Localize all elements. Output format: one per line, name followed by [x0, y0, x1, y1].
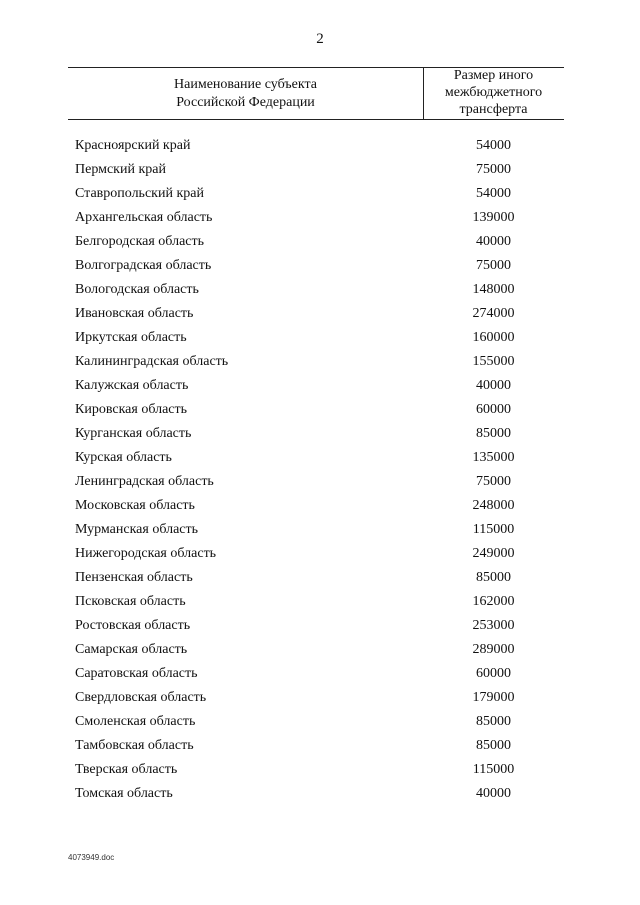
- subject-name: Мурманская область: [75, 522, 199, 537]
- transfer-amount: 75000: [476, 474, 511, 489]
- table-row: [0, 302, 640, 326]
- subject-name: Калужская область: [75, 378, 189, 393]
- transfer-amount: 179000: [472, 690, 515, 705]
- subject-name: Пермский край: [75, 162, 166, 177]
- document-code: 4073949.doc: [68, 853, 115, 862]
- subject-name: Тверская область: [75, 762, 178, 777]
- subject-name: Курганская область: [75, 426, 192, 441]
- transfer-amount: 60000: [476, 402, 511, 417]
- subject-name: Ростовская область: [75, 618, 191, 633]
- subject-name: Свердловская область: [75, 690, 207, 705]
- table-row: [0, 446, 640, 470]
- transfer-amount: 162000: [472, 594, 515, 609]
- transfer-amount: 75000: [476, 258, 511, 273]
- table-body: [0, 134, 640, 806]
- transfer-amount: 248000: [472, 498, 515, 513]
- table-row: [0, 710, 640, 734]
- table-row: [0, 158, 640, 182]
- subject-name: Московская область: [75, 498, 195, 513]
- table-row: [0, 326, 640, 350]
- subject-name: Красноярский край: [75, 138, 191, 153]
- table-row: [0, 230, 640, 254]
- table-row: [0, 470, 640, 494]
- table-row: [0, 278, 640, 302]
- column-header-transfer-size: [423, 67, 564, 118]
- transfer-amount: 40000: [476, 378, 511, 393]
- subject-name: Калининградская область: [75, 354, 229, 369]
- transfer-amount: 249000: [472, 546, 515, 561]
- subject-name: Иркутская область: [75, 330, 187, 345]
- subject-name: Кировская область: [75, 402, 188, 417]
- subject-name: Томская область: [75, 786, 173, 801]
- transfer-amount: 54000: [476, 138, 511, 153]
- transfer-amount: 60000: [476, 666, 511, 681]
- transfer-amount: 85000: [476, 426, 511, 441]
- table-row: [0, 206, 640, 230]
- transfer-amount: 160000: [472, 330, 515, 345]
- table-row: [0, 374, 640, 398]
- transfer-amount: 135000: [472, 450, 515, 465]
- table-row: [0, 758, 640, 782]
- transfer-amount: 148000: [472, 282, 515, 297]
- transfer-amount: 115000: [472, 522, 515, 537]
- column-header-size-line1: Размер иного: [453, 68, 534, 83]
- subject-name: Белгородская область: [75, 234, 205, 249]
- table-row: [0, 494, 640, 518]
- subject-name: Ставропольский край: [75, 186, 204, 201]
- table-row: [0, 614, 640, 638]
- transfer-amount: 75000: [476, 162, 511, 177]
- table-row: [0, 182, 640, 206]
- column-header-subject: [68, 76, 423, 112]
- subject-name: Самарская область: [75, 642, 188, 657]
- column-header-subject-line2: Российской Федерации: [176, 95, 315, 110]
- transfer-amount: 40000: [476, 234, 511, 249]
- transfer-amount: 85000: [476, 738, 511, 753]
- subject-name: Ивановская область: [75, 306, 194, 321]
- table-row: [0, 638, 640, 662]
- subject-name: Волгоградская область: [75, 258, 212, 273]
- subject-name: Саратовская область: [75, 666, 198, 681]
- transfer-amount: 40000: [476, 786, 511, 801]
- transfer-amount: 289000: [472, 642, 515, 657]
- table-row: [0, 782, 640, 806]
- transfer-amount: 85000: [476, 714, 511, 729]
- transfer-amount: 54000: [476, 186, 511, 201]
- transfer-amount: 274000: [472, 306, 515, 321]
- subject-name: Архангельская область: [75, 210, 213, 225]
- table-row: [0, 686, 640, 710]
- transfer-amount: 155000: [472, 354, 515, 369]
- subject-name: Нижегородская область: [75, 546, 217, 561]
- table-row: [0, 422, 640, 446]
- table-row: [0, 542, 640, 566]
- transfer-amount: 115000: [472, 762, 515, 777]
- table-row: [0, 566, 640, 590]
- subject-name: Тамбовская область: [75, 738, 194, 753]
- column-header-size-line2: межбюджетного: [444, 85, 543, 100]
- subject-name: Ленинградская область: [75, 474, 214, 489]
- table-row: [0, 350, 640, 374]
- column-header-size-line3: трансферта: [459, 102, 528, 117]
- transfer-amount: 85000: [476, 570, 511, 585]
- column-header-subject-line1: Наименование субъекта: [174, 77, 317, 92]
- page-number: 2: [316, 31, 324, 47]
- table-row: [0, 398, 640, 422]
- table-header-rule: [68, 119, 564, 120]
- transfer-amount: 253000: [472, 618, 515, 633]
- subject-name: Пензенская область: [75, 570, 193, 585]
- subject-name: Смоленская область: [75, 714, 196, 729]
- table-row: [0, 254, 640, 278]
- subject-name: Вологодская область: [75, 282, 199, 297]
- transfer-amount: 139000: [472, 210, 515, 225]
- table-row: [0, 662, 640, 686]
- subject-name: Курская область: [75, 450, 172, 465]
- subject-name: Псковская область: [75, 594, 186, 609]
- table-row: [0, 590, 640, 614]
- table-row: [0, 734, 640, 758]
- table-row: [0, 134, 640, 158]
- table-row: [0, 518, 640, 542]
